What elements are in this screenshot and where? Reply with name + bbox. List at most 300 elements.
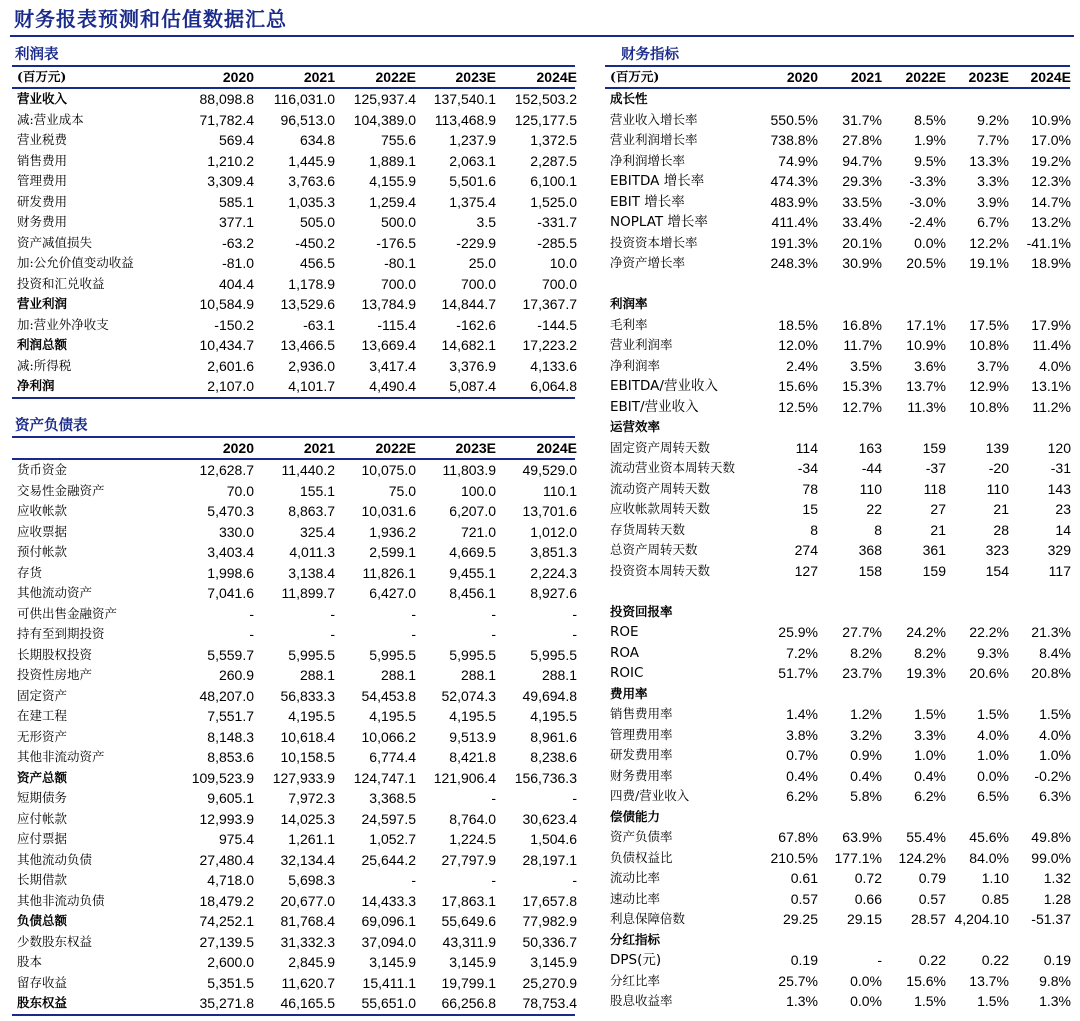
cell-value: 32,134.4: [280, 851, 335, 868]
cell-value: 17,223.2: [522, 337, 577, 353]
cell-value: 104,389.0: [353, 111, 416, 128]
cell-value: 8,764.0: [449, 810, 496, 827]
cell-value: -51.37: [1031, 911, 1071, 927]
table-row: [605, 745, 1070, 766]
cell-value: 5,559.7: [207, 646, 254, 663]
cell-value: 10,434.7: [199, 337, 254, 353]
cell-value: 143: [1047, 480, 1071, 497]
cell-value: 1,936.2: [369, 523, 416, 540]
cell-value: 1,261.1: [288, 831, 335, 847]
cell-value: 14.7%: [1031, 193, 1071, 210]
cell-value: 14: [1055, 521, 1071, 538]
row-label: 净利润率: [610, 357, 661, 373]
col-header: 2023E: [968, 69, 1009, 85]
cell-value: 5,501.6: [449, 173, 496, 189]
cell-value: 5,995.5: [530, 646, 577, 663]
cell-value: 17.5%: [969, 316, 1009, 333]
spacer: [605, 581, 1070, 602]
cell-value: 3,851.3: [530, 544, 577, 560]
cell-value: 114: [795, 439, 818, 456]
cell-value: 10,066.2: [361, 728, 416, 745]
cell-value: -20: [988, 460, 1009, 476]
cell-value: 13.3%: [969, 152, 1009, 169]
row-label: 投资性房地产: [17, 667, 93, 682]
cell-value: 12.5%: [778, 398, 818, 415]
cell-value: 11,826.1: [362, 564, 416, 581]
cell-value: -115.4: [377, 316, 416, 333]
row-label: 存货周转天数: [610, 521, 686, 537]
table-row: [12, 583, 575, 604]
cell-value: 288.1: [460, 667, 496, 683]
row-label: 少数股东权益: [17, 933, 93, 949]
table-row: [605, 909, 1070, 930]
table-row: [605, 725, 1070, 746]
cell-value: 20.1%: [842, 234, 882, 251]
table-row: [12, 233, 575, 254]
income-rows: [12, 89, 575, 397]
cell-value: -331.7: [537, 214, 577, 230]
row-label: DPS(元): [610, 952, 662, 968]
cell-value: 25.0: [468, 255, 496, 271]
unit-label: (百万元): [17, 69, 67, 84]
cell-value: 2,107.0: [207, 378, 254, 394]
cell-value: 1,035.3: [288, 193, 335, 210]
cell-value: 8,961.6: [530, 728, 577, 745]
cell-value: 71,782.4: [199, 111, 254, 128]
balance-section-title: 资产负债表: [12, 416, 575, 438]
cell-value: 77,982.9: [522, 913, 577, 929]
cell-value: 19.2%: [1031, 152, 1071, 169]
cell-value: 6.7%: [977, 214, 1009, 230]
table-row: [605, 540, 1070, 561]
cell-value: 121,906.4: [433, 769, 496, 786]
table-row: [605, 622, 1070, 643]
cell-value: 16.8%: [842, 316, 882, 333]
cell-value: 9,455.1: [449, 564, 496, 581]
cell-value: 5,351.5: [207, 974, 254, 991]
cell-value: 0.0%: [914, 234, 946, 251]
cell-value: 48,207.0: [199, 687, 254, 704]
cell-value: 1.28: [1043, 890, 1071, 907]
cell-value: 152,503.2: [514, 91, 577, 107]
cell-value: 22.2%: [969, 624, 1009, 640]
cell-value: 12,628.7: [199, 462, 254, 478]
cell-value: 700.0: [380, 275, 416, 292]
row-label: 交易性金融资产: [17, 482, 105, 498]
cell-value: 1,224.5: [449, 831, 496, 847]
row-label: 负债权益比: [610, 849, 673, 865]
cell-value: 8.5%: [914, 111, 946, 128]
cell-value: 3,417.4: [369, 357, 416, 374]
cell-value: 12.2%: [969, 234, 1009, 251]
cell-value: 5,995.5: [369, 646, 416, 663]
cell-value: 721.0: [460, 523, 496, 540]
cell-value: -37: [925, 460, 946, 476]
cell-value: 24,597.5: [361, 810, 416, 827]
cell-value: 6,427.0: [369, 585, 416, 601]
cell-value: 2,600.0: [207, 954, 254, 970]
row-label: 固定资产周转天数: [610, 439, 711, 455]
cell-value: 52,074.3: [441, 687, 496, 704]
table-row: [605, 704, 1070, 725]
table-row: [605, 991, 1070, 1012]
cell-value: 11,899.7: [281, 585, 335, 601]
subsection-heading: 投资回报率: [610, 603, 673, 619]
cell-value: 1,375.4: [449, 193, 496, 210]
cell-value: 158: [858, 562, 882, 579]
cell-value: 20,677.0: [280, 892, 335, 909]
cell-value: -162.6: [456, 316, 496, 333]
row-label: 长期借款: [17, 872, 68, 887]
cell-value: -81.0: [222, 255, 254, 271]
cell-value: 4,718.0: [207, 872, 254, 888]
cell-value: 1.5%: [977, 706, 1009, 722]
cell-value: -144.5: [537, 316, 577, 333]
cell-value: 505.0: [299, 214, 335, 230]
table-row: [605, 643, 1070, 664]
cell-value: 7.2%: [786, 644, 818, 661]
row-label: 销售费用: [17, 152, 68, 168]
table-row: [12, 870, 575, 891]
row-label: 净利润: [17, 378, 55, 393]
cell-value: -: [411, 626, 416, 642]
row-label: EBITDA 增长率: [610, 173, 705, 189]
table-row: [12, 376, 575, 397]
cell-value: 1,504.6: [530, 831, 577, 847]
cell-value: 70.0: [226, 482, 254, 499]
cell-value: 1.3%: [1039, 993, 1071, 1009]
cell-value: 569.4: [218, 132, 254, 148]
cell-value: 18.5%: [778, 316, 818, 333]
cell-value: 0.4%: [850, 767, 882, 784]
col-header: 2024E: [536, 440, 577, 456]
balance-bottom-rule: [12, 1014, 575, 1016]
cell-value: 99.0%: [1031, 849, 1071, 866]
cell-value: 474.3%: [770, 173, 818, 189]
cell-value: 288.1: [541, 667, 577, 683]
table-row: [12, 768, 575, 789]
row-label: 净资产增长率: [610, 255, 686, 270]
cell-value: 3.3%: [914, 726, 946, 743]
cell-value: 19.3%: [906, 665, 946, 681]
table-row: [605, 848, 1070, 869]
row-label: EBITDA/营业收入: [610, 378, 718, 394]
cell-value: 27,480.4: [199, 851, 254, 868]
cell-value: 51.7%: [778, 665, 818, 681]
cell-value: 8.2%: [850, 644, 882, 661]
cell-value: 1.4%: [786, 706, 818, 722]
cell-value: 404.4: [218, 275, 254, 292]
cell-value: 0.7%: [786, 747, 818, 763]
row-label: 其他流动负债: [17, 851, 93, 867]
cell-value: 0.19: [1043, 952, 1071, 968]
cell-value: 3.7%: [977, 357, 1009, 374]
cell-value: 9,513.9: [449, 728, 496, 745]
cell-value: 10,158.5: [280, 749, 335, 765]
col-header: 2024E: [1030, 69, 1071, 85]
cell-value: 975.4: [218, 831, 254, 847]
cell-value: -176.5: [376, 234, 416, 251]
cell-value: 56,833.3: [280, 687, 335, 704]
cell-value: 27,139.5: [199, 933, 254, 950]
cell-value: 4,204.10: [954, 911, 1009, 927]
cell-value: 483.9%: [770, 193, 818, 210]
cell-value: 7,041.6: [207, 585, 254, 601]
table-row: [605, 971, 1070, 992]
cell-value: 12.7%: [842, 398, 882, 415]
table-row: [605, 479, 1070, 500]
subsection-heading: 偿债能力: [610, 808, 661, 824]
row-label: 股息收益率: [610, 993, 673, 1008]
row-label: 财务费用率: [610, 767, 673, 783]
cell-value: 0.57: [790, 890, 818, 907]
row-label: 加:营业外净收支: [17, 316, 109, 332]
cell-value: -41.1%: [1026, 234, 1071, 251]
row-label: 投资和汇兑收益: [17, 275, 105, 291]
cell-value: 6.5%: [977, 788, 1009, 804]
cell-value: 117: [1048, 562, 1071, 579]
cell-value: 12,993.9: [199, 810, 254, 827]
table-row: [605, 376, 1070, 397]
cell-value: 12.0%: [778, 337, 818, 353]
cell-value: 11.2%: [1032, 398, 1071, 415]
table-row: [12, 952, 575, 973]
col-header: 2023E: [455, 69, 496, 85]
cell-value: 3,145.9: [369, 954, 416, 970]
row-label: 流动比率: [610, 870, 661, 885]
cell-value: 7.7%: [977, 132, 1009, 148]
cell-value: 163: [858, 439, 882, 456]
cell-value: 55,649.6: [441, 913, 496, 929]
cell-value: -: [491, 626, 496, 642]
col-header: 2022E: [905, 69, 946, 85]
cell-value: 3.9%: [977, 193, 1009, 210]
table-row: [605, 458, 1070, 479]
cell-value: 49,694.8: [522, 687, 577, 704]
unit-label-empty: [12, 438, 177, 458]
cell-value: 27.8%: [842, 132, 882, 148]
row-label: 持有至到期投资: [17, 626, 105, 641]
indicators-section-title: 财务指标: [605, 45, 1070, 67]
cell-value: 10,584.9: [199, 296, 254, 312]
col-header: 2020: [786, 69, 818, 85]
cell-value: 4.0%: [1039, 357, 1071, 374]
cell-value: 6.3%: [1039, 788, 1071, 804]
row-label: 营业利润: [17, 296, 68, 311]
row-label: 营业利润率: [610, 337, 673, 352]
cell-value: 411.4%: [771, 214, 818, 230]
cell-value: 0.61: [790, 870, 818, 886]
cell-value: 7,972.3: [288, 790, 335, 806]
cell-value: 12.9%: [969, 378, 1009, 394]
cell-value: 14,025.3: [280, 810, 335, 827]
cell-value: 3.5%: [850, 357, 882, 374]
cell-value: 17.9%: [1031, 316, 1071, 333]
cell-value: 1,178.9: [288, 275, 335, 292]
table-row: [12, 727, 575, 748]
cell-value: 13,466.5: [280, 337, 335, 353]
cell-value: 159: [922, 562, 946, 579]
table-row: [605, 335, 1070, 356]
cell-value: 30,623.4: [522, 810, 577, 827]
table-row: [605, 561, 1070, 582]
cell-value: 2.4%: [786, 357, 818, 374]
row-label: 销售费用率: [610, 706, 673, 721]
cell-value: 323: [985, 542, 1009, 558]
cell-value: 49.8%: [1031, 829, 1071, 845]
row-label: 投资资本增长率: [610, 234, 698, 250]
cell-value: 20.6%: [969, 665, 1009, 681]
balance-rows: [12, 460, 575, 1014]
row-label: 毛利率: [610, 316, 648, 332]
cell-value: 0.22: [981, 952, 1009, 968]
table-row: [12, 665, 575, 686]
cell-value: 156,736.3: [514, 769, 577, 786]
cell-value: 155.1: [299, 482, 335, 499]
cell-value: 1,210.2: [207, 152, 254, 169]
cell-value: 755.6: [380, 132, 416, 148]
cell-value: -: [491, 605, 496, 622]
cell-value: 0.19: [790, 952, 818, 968]
cell-value: 0.0%: [850, 972, 882, 989]
title-divider: [10, 35, 1074, 37]
cell-value: 63.9%: [842, 829, 882, 845]
cell-value: 13.7%: [906, 378, 946, 394]
cell-value: 9,605.1: [207, 790, 254, 806]
row-label: 存货: [17, 564, 43, 580]
cell-value: 25,270.9: [522, 974, 577, 991]
cell-value: 10,031.6: [361, 503, 416, 519]
cell-value: 13.1%: [1031, 378, 1071, 394]
cell-value: 27.7%: [842, 624, 882, 640]
cell-value: 21.3%: [1031, 624, 1071, 640]
cell-value: 4.0%: [1039, 726, 1071, 743]
income-section-title: 利润表: [12, 45, 575, 67]
cell-value: 2,224.3: [530, 564, 577, 581]
table-row: [605, 786, 1070, 807]
cell-value: 8,148.3: [207, 728, 254, 745]
cell-value: 2,601.6: [207, 357, 254, 374]
row-label: 其他非流动资产: [17, 749, 105, 764]
table-row: [12, 253, 575, 274]
cell-value: 248.3%: [770, 255, 818, 271]
row-label: 可供出售金融资产: [17, 605, 118, 621]
cell-value: 8,853.6: [207, 749, 254, 765]
cell-value: 1.5%: [977, 993, 1009, 1009]
row-label: 管理费用率: [610, 726, 673, 742]
cell-value: 18,479.2: [199, 892, 254, 909]
cell-value: 139: [985, 439, 1009, 456]
cell-value: 17.1%: [906, 316, 946, 333]
cell-value: 137,540.1: [433, 91, 496, 107]
row-label: 分红比率: [610, 972, 661, 988]
cell-value: 700.0: [541, 275, 577, 292]
cell-value: 5.8%: [850, 788, 882, 804]
row-label: 长期股权投资: [17, 646, 93, 662]
subsection-heading: 分红指标: [610, 931, 661, 947]
cell-value: 118: [923, 480, 946, 497]
cell-value: 78,753.4: [522, 995, 577, 1011]
table-row: [12, 850, 575, 871]
cell-value: 49,529.0: [522, 462, 577, 478]
table-row: [12, 624, 575, 645]
cell-value: 9.2%: [977, 111, 1009, 128]
cell-value: 0.0%: [850, 993, 882, 1009]
cell-value: 1.5%: [914, 993, 946, 1009]
table-row: [12, 932, 575, 953]
table-row: [605, 438, 1070, 459]
cell-value: -285.5: [537, 234, 577, 251]
table-row: [12, 89, 575, 110]
row-label: 流动资产周转天数: [610, 480, 711, 496]
cell-value: -: [491, 790, 496, 806]
col-header: 2022E: [375, 69, 416, 85]
cell-value: 110: [859, 480, 882, 497]
cell-value: 3,376.9: [449, 357, 496, 374]
balance-sheet-panel: [12, 416, 575, 1016]
table-row: [605, 151, 1070, 172]
cell-value: 69,096.1: [361, 913, 416, 929]
cell-value: 27: [930, 501, 946, 517]
cell-value: 8.2%: [914, 644, 946, 661]
table-row: [12, 171, 575, 192]
cell-value: 13,669.4: [361, 337, 416, 353]
cell-value: 31,332.3: [280, 933, 335, 950]
cell-value: -44: [861, 460, 882, 476]
table-row: [12, 542, 575, 563]
table-row: [605, 766, 1070, 787]
cell-value: 550.5%: [770, 111, 818, 128]
cell-value: 0.72: [854, 870, 882, 886]
cell-value: 25,644.2: [361, 851, 416, 868]
cell-value: 6,100.1: [530, 173, 577, 189]
cell-value: 17.0%: [1031, 132, 1071, 148]
cell-value: 8,863.7: [288, 503, 335, 519]
cell-value: -2.4%: [909, 214, 946, 230]
cell-value: 109,523.9: [191, 769, 254, 786]
row-label: 速动比率: [610, 890, 661, 906]
cell-value: 1,372.5: [530, 132, 577, 148]
cell-value: 27,797.9: [441, 851, 496, 868]
cell-value: 13,529.6: [280, 296, 335, 312]
cell-value: 15: [802, 501, 818, 517]
cell-value: 9.8%: [1039, 972, 1071, 989]
row-label: 短期债务: [17, 790, 68, 805]
cell-value: 0.79: [918, 870, 946, 886]
cell-value: 5,995.5: [288, 646, 335, 663]
cell-value: 1,012.0: [530, 523, 577, 540]
income-statement-panel: [12, 45, 575, 399]
row-label: 总资产周转天数: [610, 542, 698, 557]
cell-value: 4,011.3: [289, 544, 335, 560]
cell-value: 21: [930, 521, 946, 538]
cell-value: 28.57: [910, 911, 946, 927]
cell-value: 13,784.9: [361, 296, 416, 312]
cell-value: 30.9%: [842, 255, 882, 271]
cell-value: 0.85: [981, 890, 1009, 907]
cell-value: 5,995.5: [449, 646, 496, 663]
cell-value: 10.9%: [906, 337, 946, 353]
table-row: [12, 706, 575, 727]
cell-value: 2,845.9: [288, 954, 335, 970]
cell-value: 1.0%: [914, 747, 946, 763]
cell-value: -: [877, 952, 882, 968]
cell-value: 288.1: [299, 667, 335, 683]
table-row: [605, 130, 1070, 151]
unit-label: (百万元): [610, 69, 660, 84]
cell-value: 8,238.6: [530, 749, 577, 765]
cell-value: 9.3%: [977, 644, 1009, 661]
